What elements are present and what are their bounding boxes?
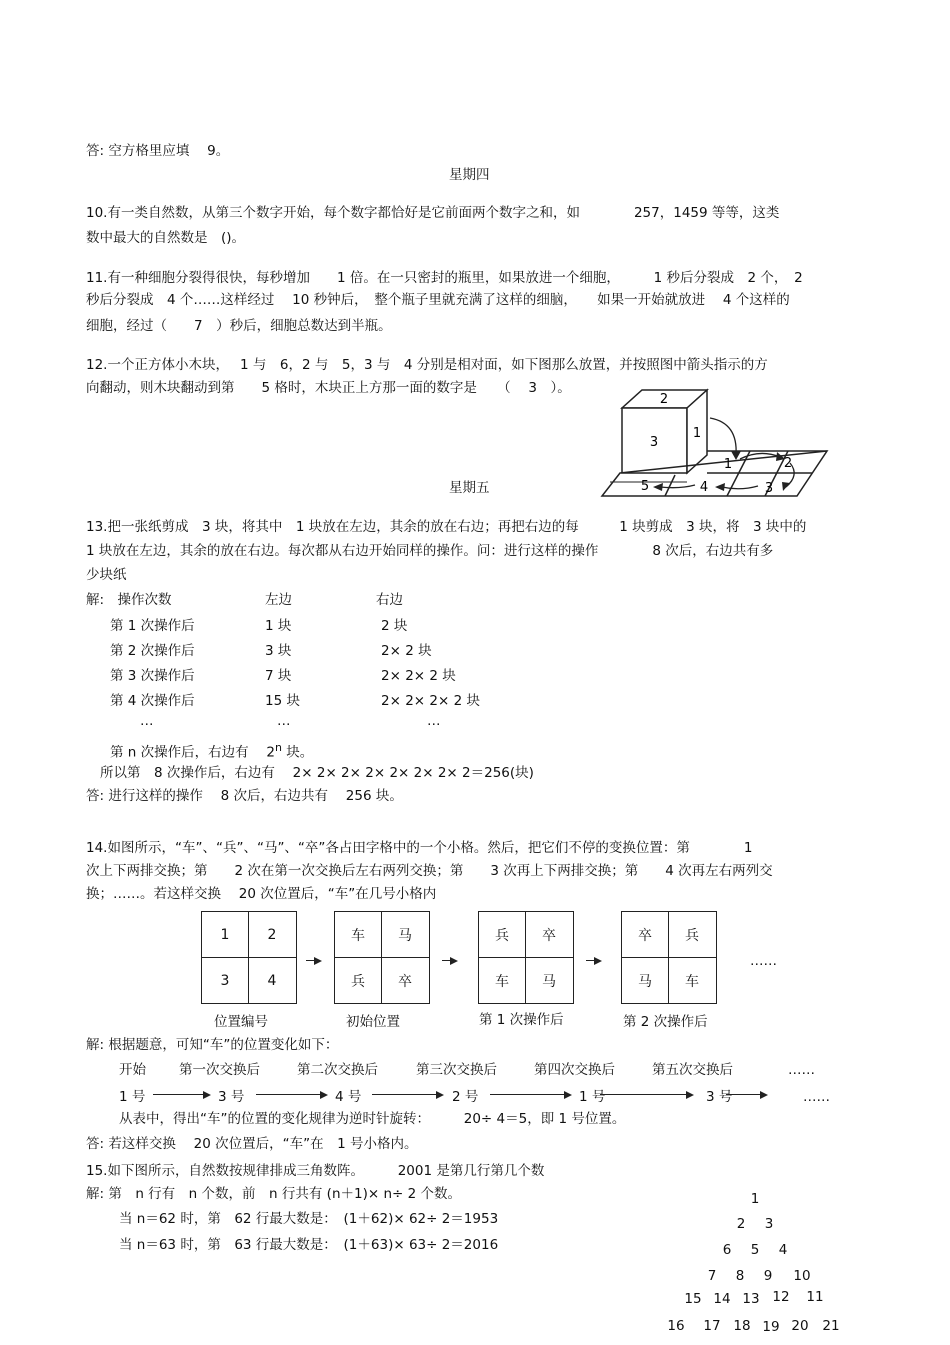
q13-row-right: 2× 2 块	[381, 643, 432, 659]
cube-side-number: 1	[692, 426, 702, 441]
arrow-icon	[256, 1094, 326, 1095]
q13-line-1: 13.把一张纸剪成 3 块，将其中 1 块放在左边，其余的放在右边；再把右边的每 1 块剪成 3 块，将 3 块中的	[86, 519, 807, 535]
grid-cell: 卒	[638, 928, 652, 944]
cell-number: 2	[783, 456, 793, 471]
answer-q9: 答: 空方格里应填 9。	[86, 143, 230, 159]
q13-row-right: 2 块	[381, 618, 408, 634]
grid-initial-position	[334, 911, 430, 1004]
q13-line-3: 少块纸	[86, 567, 127, 583]
triangle-number: 12	[772, 1289, 790, 1305]
q15-question: 15.如下图所示，自然数按规律排成三角数阵。 2001 是第几行第几个数	[86, 1163, 545, 1179]
q14-step-heading: 第四次交换后	[534, 1062, 615, 1078]
grid-cell: 兵	[495, 928, 509, 944]
arrow-icon	[442, 960, 456, 961]
grid-cell: 卒	[398, 974, 412, 990]
q13-table-head-right: 右边	[376, 592, 403, 608]
arrow-icon	[306, 960, 320, 961]
q13-ellipsis: …	[140, 713, 154, 729]
q14-line-2: 次上下两排交换；第 2 次在第一次交换后左右两列交换；第 3 次再上下两排交换；第 4 次再左右两列交	[86, 863, 773, 879]
arrow-icon	[372, 1094, 442, 1095]
q14-rule: 从表中，得出“车”的位置的变化规律为逆时针旋转： 20÷ 4＝5，即 1 号位置。	[119, 1111, 626, 1127]
q14-step-heading: 第三次交换后	[416, 1062, 497, 1078]
grid-caption: 第 2 次操作后	[623, 1014, 708, 1030]
q13-row-left: 3 块	[265, 643, 292, 659]
grid-cell: 4	[267, 973, 277, 989]
q13-ellipsis: …	[277, 713, 291, 729]
triangle-number: 21	[822, 1318, 840, 1334]
q11-line-1: 11.有一种细胞分裂得很快，每秒增加 1 倍。在一只密封的瓶里，如果放进一个细胞， 1 秒后分裂成 2 个， 2	[86, 270, 803, 286]
triangle-number: 7	[707, 1268, 717, 1284]
q14-line-3: 换；……。若这样交换 20 次位置后，“车”在几号小格内	[86, 886, 437, 902]
triangle-number: 14	[713, 1291, 731, 1307]
q13-row-label: 第 3 次操作后	[110, 668, 195, 684]
triangle-number: 15	[684, 1291, 702, 1307]
triangle-number: 17	[703, 1318, 721, 1334]
grid-cell: 1	[220, 927, 230, 943]
grid-after-step-2	[621, 911, 717, 1004]
triangle-number: 5	[750, 1242, 760, 1258]
q13-row-label: 第 2 次操作后	[110, 643, 195, 659]
grid-position-numbers	[201, 911, 297, 1004]
grid-caption: 第 1 次操作后	[479, 1012, 564, 1028]
triangle-number: 18	[733, 1318, 751, 1334]
q15-solution-line: 当 n＝63 时，第 63 行最大数是： (1＋63)× 63÷ 2＝2016	[119, 1237, 499, 1253]
grid-after-step-1	[478, 911, 574, 1004]
q13-table-head-ops: 解: 操作次数	[86, 592, 172, 608]
q13-calculation: 所以第 8 次操作后，右边有 2× 2× 2× 2× 2× 2× 2× 2＝256(块)	[100, 765, 534, 781]
q13-table-head-left: 左边	[265, 592, 292, 608]
section-heading-friday: 星期五	[449, 480, 490, 496]
grid-caption: 位置编号	[214, 1014, 268, 1030]
triangle-number: 10	[793, 1268, 811, 1284]
q13-row-left: 1 块	[265, 618, 292, 634]
q12-line-1: 12.一个正方体小木块， 1 与 6，2 与 5，3 与 4 分别是相对面，如下图那么放置，并按照图中箭头指示的方	[86, 357, 768, 373]
grid-cell: 马	[542, 974, 556, 990]
triangle-number: 4	[778, 1242, 788, 1258]
q14-line-1: 14.如图所示，“车”、“兵”、“马”、“卒”各占田字格中的一个小格。然后，把它们不停的变换位置：第 1	[86, 840, 753, 856]
arrow-icon	[586, 960, 600, 961]
q13-nth-step: 第 n 次操作后，右边有 2$^n$ 块。	[110, 741, 314, 761]
q13-row-label: 第 1 次操作后	[110, 618, 195, 634]
cube-rolling-diagram	[600, 383, 830, 503]
q13-row-right: 2× 2× 2× 2 块	[381, 693, 480, 709]
q13-row-right: 2× 2× 2 块	[381, 668, 456, 684]
grid-cell: 兵	[685, 928, 699, 944]
grid-cell: 3	[220, 973, 230, 989]
q11-line-2: 秒后分裂成 4 个……这样经过 10 秒钟后， 整个瓶子里就充满了这样的细脑， 如果一开始就放进 4 个这样的	[86, 292, 790, 308]
grid-cell: 车	[685, 974, 699, 990]
cube-top-number: 2	[659, 392, 669, 407]
q13-row-left: 7 块	[265, 668, 292, 684]
triangle-number: 8	[735, 1268, 745, 1284]
q15-solution-line: 解: 第 n 行有 n 个数，前 n 行共有 (n＋1)× n÷ 2 个数。	[86, 1186, 461, 1202]
q14-step-heading: 开始	[119, 1062, 146, 1078]
q14-step-heading: 第一次交换后	[179, 1062, 260, 1078]
cell-number: 1	[723, 457, 733, 472]
triangle-number: 6	[722, 1242, 732, 1258]
q13-ellipsis: …	[427, 713, 441, 729]
arrow-icon	[600, 1094, 692, 1095]
arrow-icon	[153, 1094, 209, 1095]
q14-step-heading: 第二次交换后	[297, 1062, 378, 1078]
q13-row-label: 第 4 次操作后	[110, 693, 195, 709]
triangle-number: 11	[806, 1289, 824, 1305]
arrow-icon	[490, 1094, 570, 1095]
grid-cell: 2	[267, 927, 277, 943]
q12-line-2: 向翻动，则木块翻动到第 5 格时，木块正上方那一面的数字是 （ 3 ）。	[86, 380, 571, 396]
q14-position: 1 号	[579, 1089, 606, 1105]
triangle-number: 13	[742, 1291, 760, 1307]
q13-line-2: 1 块放在左边，其余的放在右边。每次都从右边开始同样的操作。问：进行这样的操作 8 次后，右边共有多	[86, 543, 774, 559]
q13-row-left: 15 块	[265, 693, 300, 709]
q14-position: 3 号	[218, 1089, 245, 1105]
grid-cell: 车	[351, 928, 365, 944]
q14-position: 4 号	[335, 1089, 362, 1105]
grid-cell: 卒	[542, 928, 556, 944]
q14-solution-intro: 解: 根据题意，可知“车”的位置变化如下：	[86, 1037, 339, 1053]
cell-number: 4	[699, 480, 709, 495]
grid-cell: 兵	[351, 974, 365, 990]
triangle-number: 20	[791, 1318, 809, 1334]
grid-cell: 车	[495, 974, 509, 990]
q15-solution-line: 当 n＝62 时，第 62 行最大数是： (1＋62)× 62÷ 2＝1953	[119, 1211, 499, 1227]
q10-line-2: 数中最大的自然数是 ()。	[86, 230, 246, 246]
grid-cell: 马	[398, 928, 412, 944]
grid-caption: 初始位置	[346, 1014, 400, 1030]
cell-number: 3	[764, 481, 774, 496]
q11-line-3: 细胞，经过（ 7 ）秒后，细胞总数达到半瓶。	[86, 318, 392, 334]
grid-cell: 马	[638, 974, 652, 990]
triangle-number: 3	[764, 1216, 774, 1232]
q14-answer: 答: 若这样交换 20 次位置后，“车”在 1 号小格内。	[86, 1136, 418, 1152]
q13-answer: 答: 进行这样的操作 8 次后，右边共有 256 块。	[86, 788, 403, 804]
triangle-number: 1	[750, 1191, 760, 1207]
grid-ellipsis: ……	[750, 953, 777, 969]
triangle-number: 16	[667, 1318, 685, 1334]
q14-position: 3 号	[706, 1089, 733, 1105]
q14-position: 2 号	[452, 1089, 479, 1105]
q14-step-heading: ……	[788, 1062, 815, 1078]
arrow-icon	[726, 1094, 766, 1095]
q10-line-1: 10.有一类自然数，从第三个数字开始，每个数字都恰好是它前面两个数字之和，如 257，1459 等等，这类	[86, 205, 780, 221]
cell-number: 5	[640, 479, 650, 494]
q14-step-heading: 第五次交换后	[652, 1062, 733, 1078]
triangle-number: 19	[762, 1319, 780, 1335]
q14-position: ……	[803, 1089, 830, 1105]
triangle-number: 2	[736, 1216, 746, 1232]
q14-position: 1 号	[119, 1089, 146, 1105]
section-heading-thursday: 星期四	[449, 167, 490, 183]
triangle-number: 9	[763, 1268, 773, 1284]
cube-front-number: 3	[649, 435, 659, 450]
